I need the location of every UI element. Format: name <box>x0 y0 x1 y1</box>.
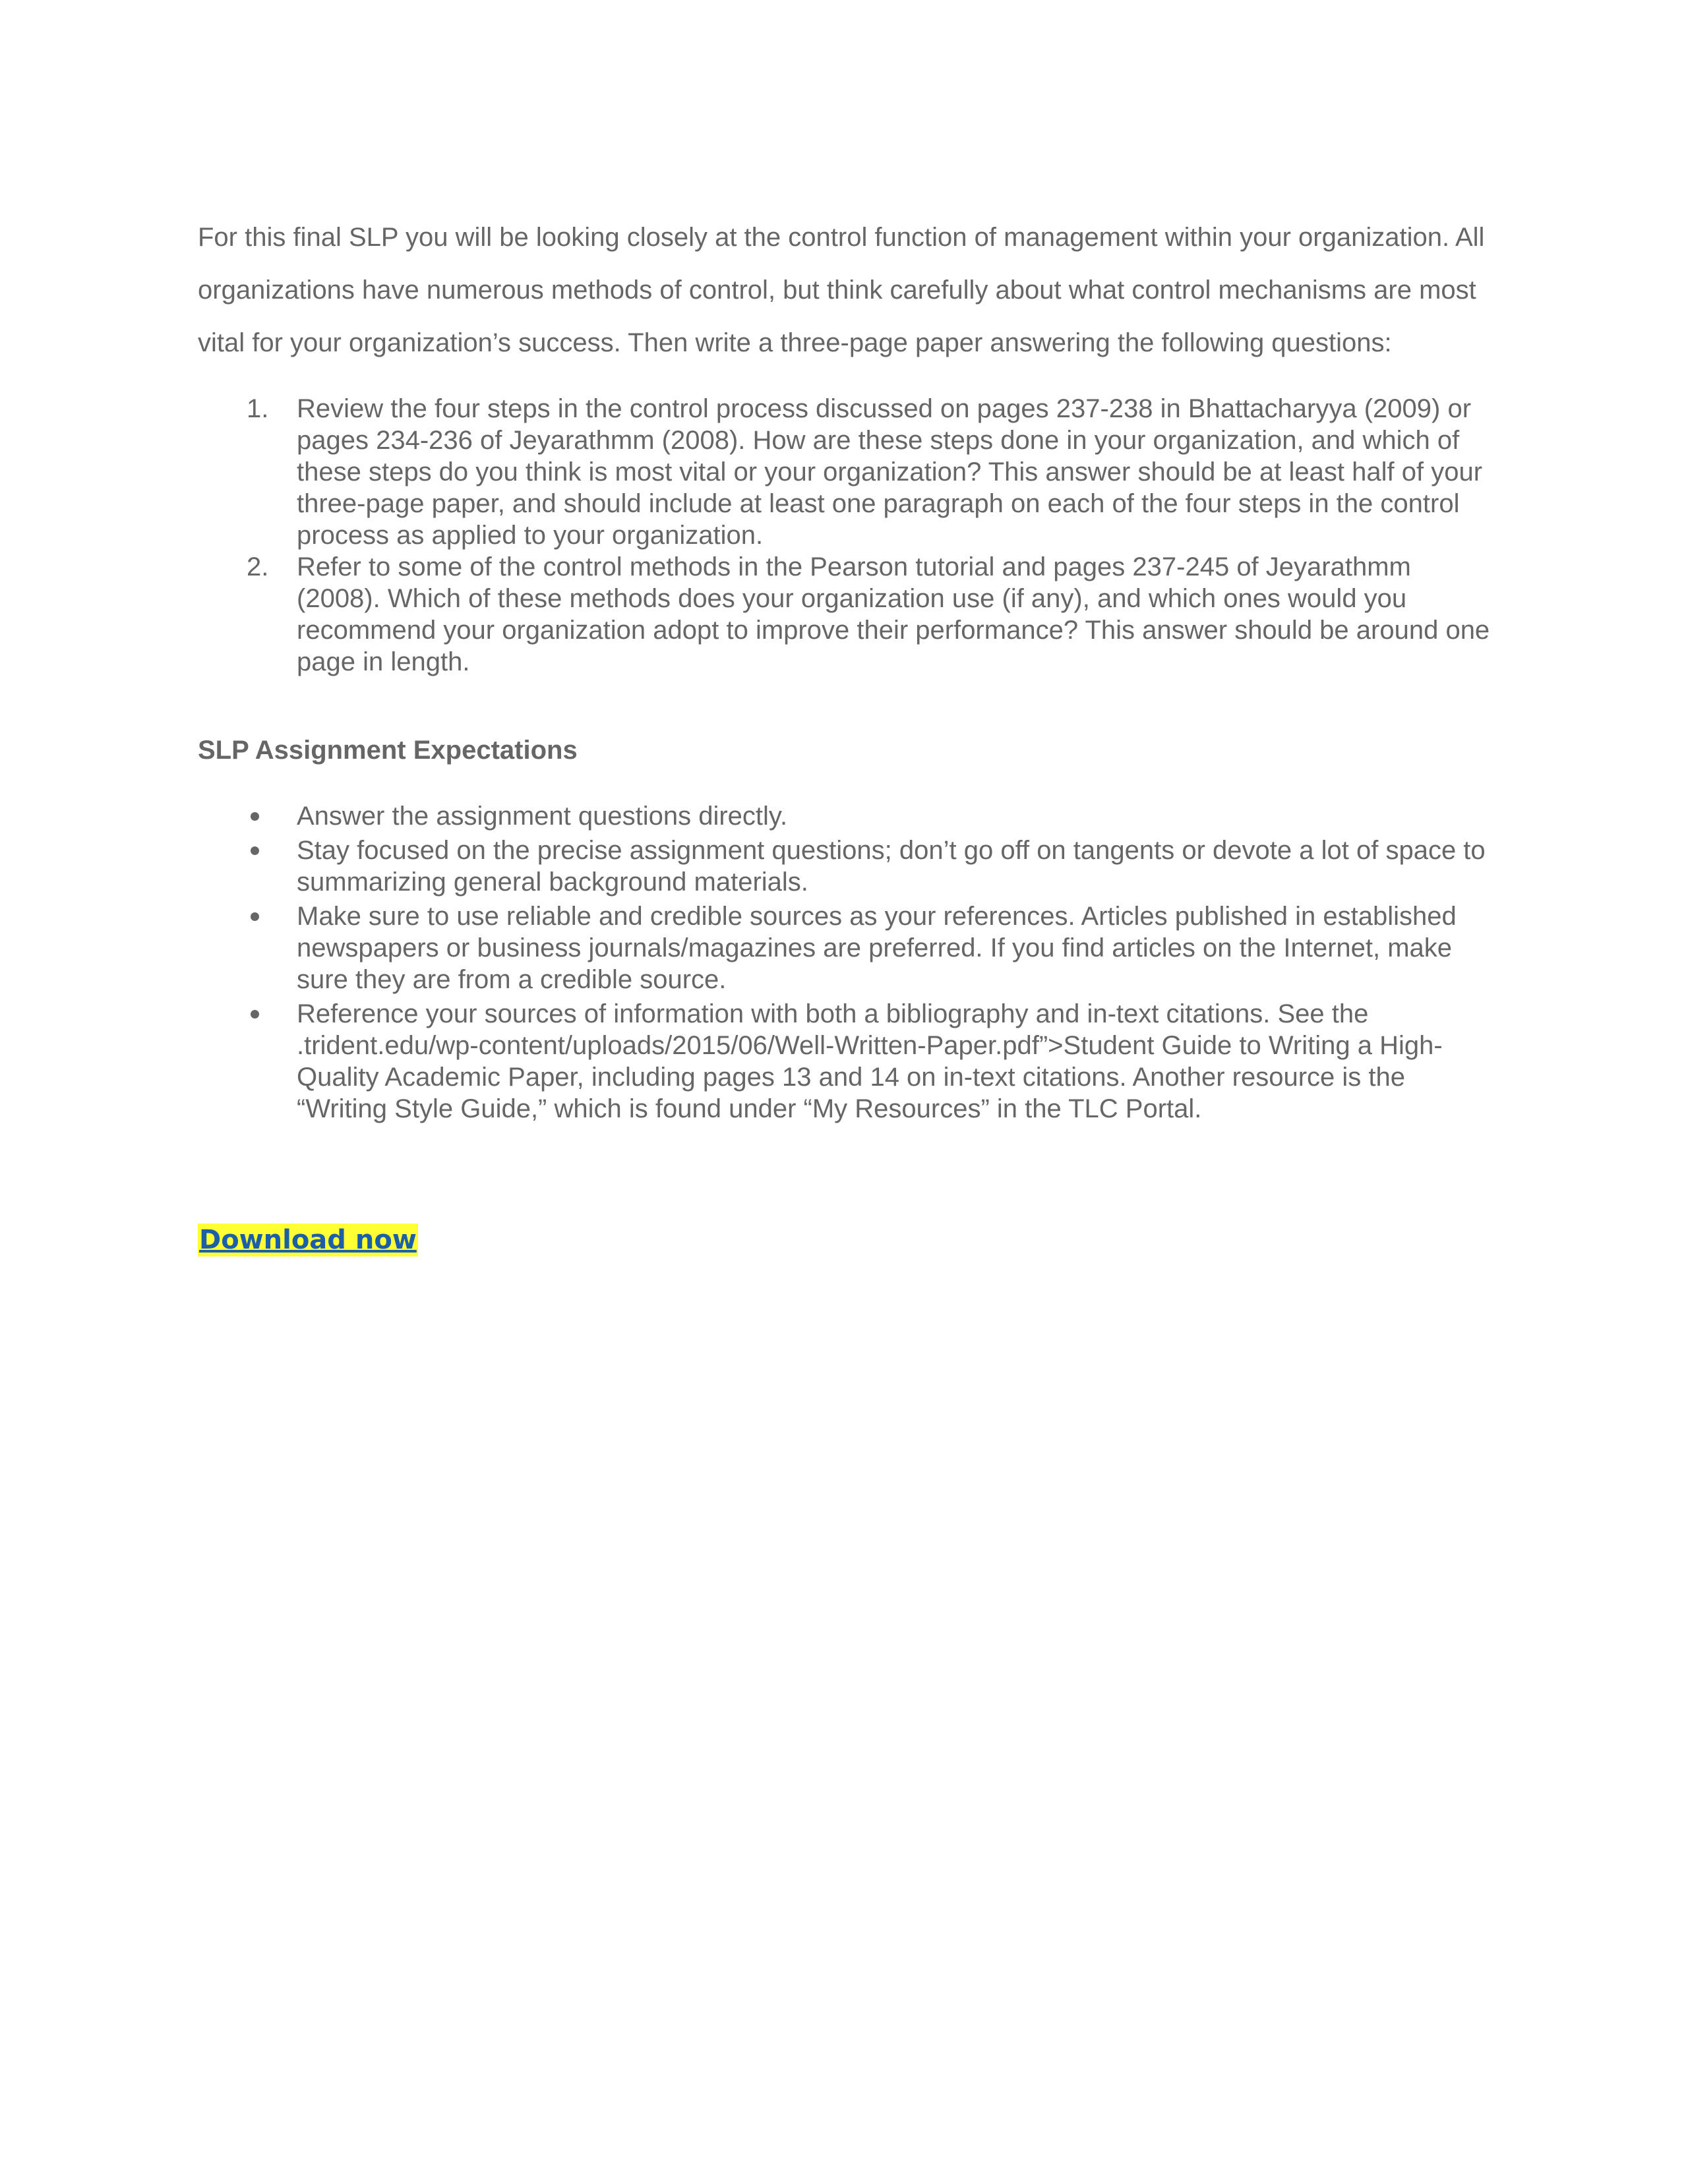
expectation-text: Stay focused on the precise assignment questions; don’t go off on tangents or devote a lot of space to summarizing general background materials. <box>297 836 1486 897</box>
document-page <box>198 211 1490 1256</box>
expectation-item <box>198 998 1490 1125</box>
question-number: 2. <box>247 552 269 581</box>
expectation-item <box>198 900 1490 995</box>
question-text: Refer to some of the control methods in the Pearson tutorial and pages 237-245 of Jeyarathmm (2008). Which of these methods does your organization use (if any), and which ones would you recommend your organization adopt to improve their performance? This answer should be around one page in length. <box>297 552 1490 676</box>
questions-list <box>198 393 1490 678</box>
bullet-icon <box>251 912 259 921</box>
expectation-text: Reference your sources of information with both a bibliography and in-text citations. See the .trident.edu/wp-content/uploads/2015/06/Well-Written-Paper.pdf”>Student Guide to Writing a High-Quality Academic Paper, including pages 13 and 14 on in-text citations. Another resource is the “Writing Style Guide,” which is found under “My Resources” in the TLC Portal. <box>297 999 1443 1123</box>
bullet-icon <box>251 846 259 855</box>
question-text: Review the four steps in the control process discussed on pages 237-238 in Bhattacharyya (2009) or pages 234-236 of Jeyarathmm (2008). How are these steps done in your organization, and which of these steps do you think is most vital or your organization? This answer should be at least half of your three-page paper, and should include at least one paragraph on each of the four steps in the control process as applied to your organization. <box>297 394 1483 550</box>
question-item <box>198 393 1490 551</box>
download-now-link[interactable]: Download now <box>199 1225 417 1255</box>
intro-paragraph: For this final SLP you will be looking closely at the control function of management within your organization. All organizations have numerous methods of control, but think carefully about what control mechanisms are most vital for your organization’s success. Then write a three-page paper answering the following questions: <box>198 223 1485 357</box>
question-number: 1. <box>247 394 269 423</box>
bullet-icon <box>251 812 259 821</box>
expectations-list <box>198 800 1490 1125</box>
expectation-text: Answer the assignment questions directly. <box>297 802 788 831</box>
expectation-item <box>198 835 1490 898</box>
bullet-icon <box>251 1010 259 1018</box>
expectation-text: Make sure to use reliable and credible sources as your references. Articles published in established newspapers or business journals/magazines are preferred. If you find articles on the Internet, make sure they are from a credible source. <box>297 902 1457 994</box>
expectation-item <box>198 800 1490 832</box>
expectations-heading: SLP Assignment Expectations <box>198 736 578 765</box>
question-item <box>198 551 1490 678</box>
